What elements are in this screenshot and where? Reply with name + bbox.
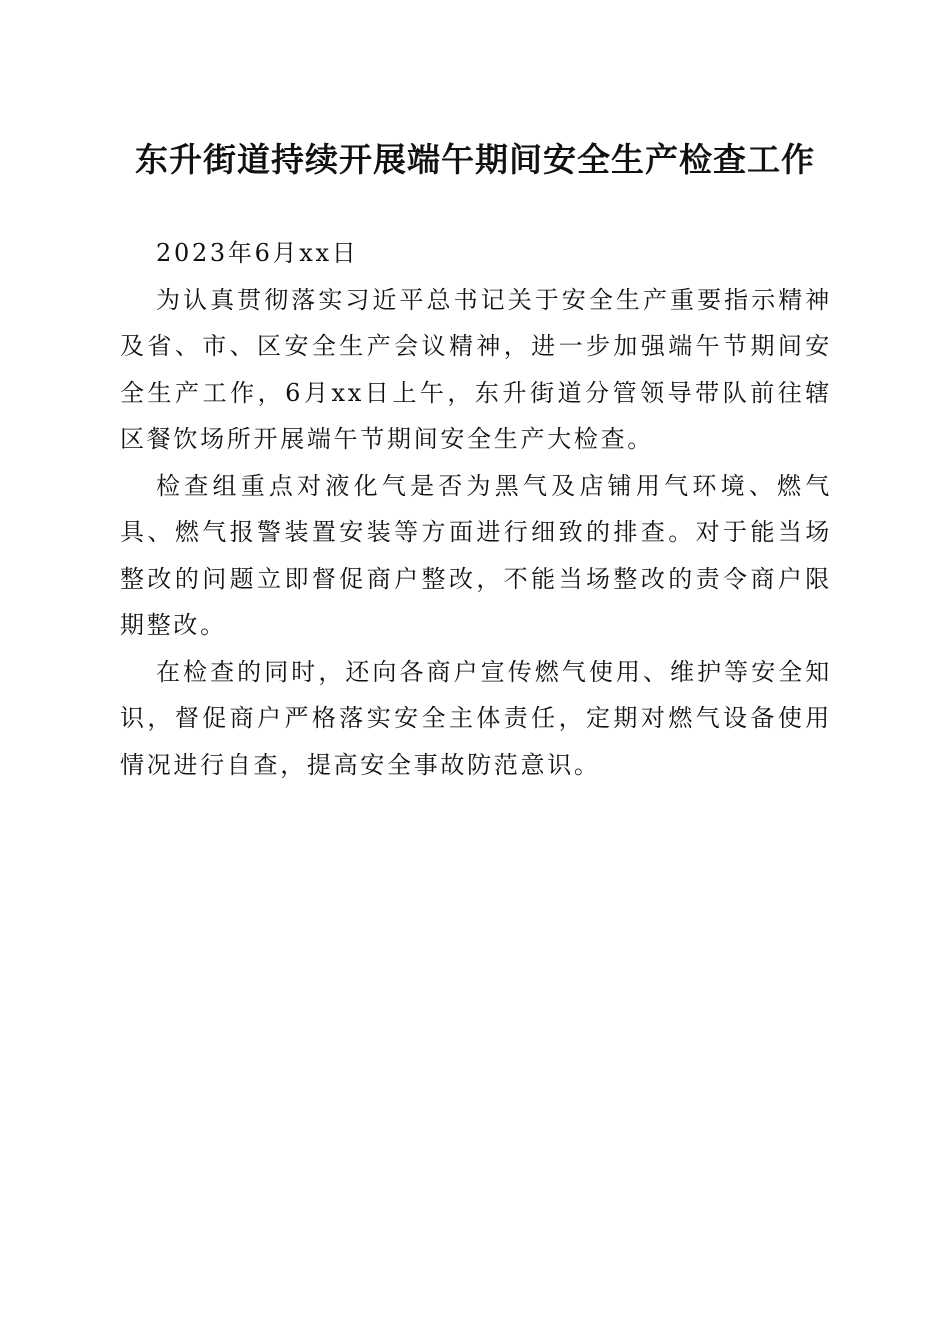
document-title: 东升街道持续开展端午期间安全生产检查工作 (135, 140, 815, 179)
paragraph-3: 在检查的同时，还向各商户宣传燃气使用、维护等安全知识，督促商户严格落实安全主体责任，定期对燃气设备使用情况进行自查，提高安全事故防范意识。 (120, 657, 832, 779)
paragraph-1: 为认真贯彻落实习近平总书记关于安全生产重要指示精神及省、市、区安全生产会议精神，进一步加强端午节期间安全生产工作，6月xx日上午，东升街道分管领导带队前往辖区餐饮场所开展端午节期间安全生产大检查。 (120, 285, 832, 453)
document-date: 2023年6月xx日 (156, 239, 359, 267)
paragraph-2: 检查组重点对液化气是否为黑气及店铺用气环境、燃气具、燃气报警装置安装等方面进行细致的排查。对于能当场整改的问题立即督促商户整改，不能当场整改的责令商户限期整改。 (120, 471, 832, 639)
document-body (120, 230, 832, 788)
